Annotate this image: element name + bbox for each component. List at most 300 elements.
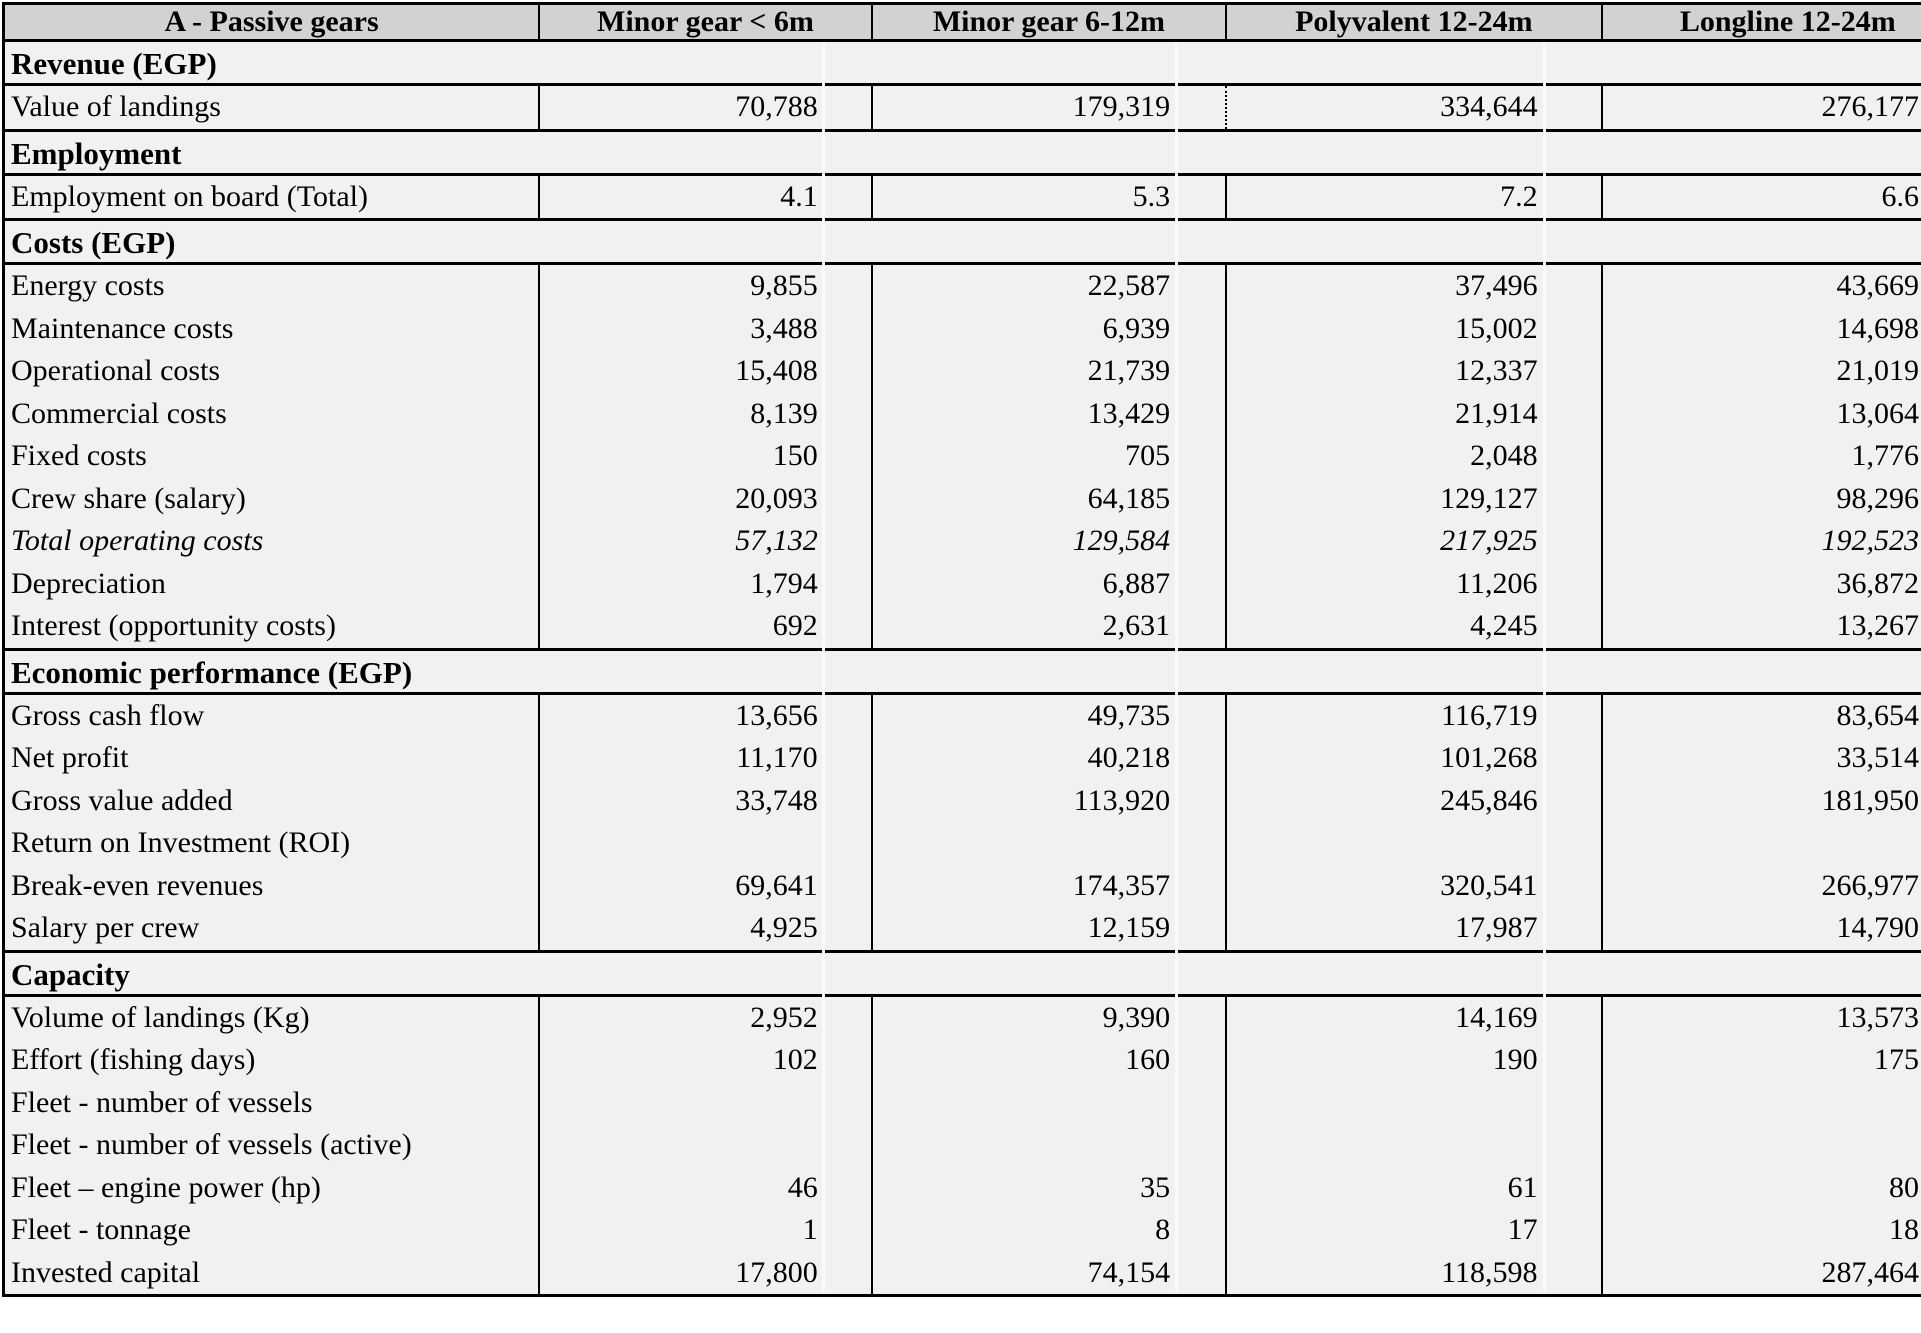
section-header: Revenue (EGP) xyxy=(5,42,1921,86)
cell-spacer xyxy=(1173,780,1225,823)
cell-spacer xyxy=(1541,605,1601,648)
cell-spacer xyxy=(1541,478,1601,521)
value-cell xyxy=(1227,997,1602,1040)
cell-value: 217,925 xyxy=(1440,524,1538,557)
row-label: Operational costs xyxy=(5,350,540,393)
cell-value: 15,408 xyxy=(735,354,818,387)
cell-spacer xyxy=(1173,308,1225,351)
cell-value: 14,169 xyxy=(1455,1000,1538,1034)
cell-spacer xyxy=(1173,350,1225,393)
cell-spacer xyxy=(1173,265,1225,308)
cell-value: 2,048 xyxy=(1470,439,1538,472)
table-row xyxy=(5,1167,1921,1210)
cell-spacer xyxy=(821,478,871,521)
row-label: Crew share (salary) xyxy=(5,478,540,521)
cell-spacer xyxy=(1173,1167,1225,1210)
row-label: Gross value added xyxy=(5,780,540,823)
cell-value: 13,573 xyxy=(1836,1000,1919,1034)
column-header-segment: A - Passive gears xyxy=(5,5,540,39)
cell-value: 705 xyxy=(1125,439,1171,472)
value-cell xyxy=(1227,1082,1602,1125)
cell-value: 129,584 xyxy=(1072,524,1171,557)
cell-spacer xyxy=(1541,86,1601,129)
value-cell xyxy=(1603,1167,1921,1210)
value-cell xyxy=(873,1252,1227,1295)
row-label: Salary per crew xyxy=(5,907,540,950)
cell-spacer xyxy=(1173,176,1225,219)
cell-spacer xyxy=(821,695,871,738)
row-label: Energy costs xyxy=(5,265,540,308)
row-label: Fleet - number of vessels (active) xyxy=(5,1124,540,1167)
cell-value: 37,496 xyxy=(1455,269,1538,302)
value-cell xyxy=(1603,605,1921,648)
cell-value: 1,794 xyxy=(750,566,818,600)
cell-value: 98,296 xyxy=(1836,481,1919,515)
cell-value xyxy=(540,1082,821,1125)
cell-spacer xyxy=(1541,350,1601,393)
column-header-gear: Minor gear 6-12m xyxy=(873,5,1227,39)
cell-value: 49,735 xyxy=(1087,698,1171,732)
table-row xyxy=(5,176,1921,219)
value-cell xyxy=(1227,1039,1602,1082)
cell-value: 13,267 xyxy=(1836,609,1919,642)
table-row xyxy=(5,435,1921,478)
row-label: Fixed costs xyxy=(5,435,540,478)
cell-spacer xyxy=(1541,780,1601,823)
value-cell xyxy=(873,176,1227,219)
table-row xyxy=(5,737,1921,780)
cell-spacer xyxy=(1173,737,1225,780)
section-header: Employment xyxy=(5,132,1921,176)
cell-value: 17 xyxy=(1507,1213,1538,1246)
value-cell xyxy=(1227,605,1602,648)
cell-spacer xyxy=(1541,822,1601,865)
cell-spacer xyxy=(821,907,871,950)
value-cell xyxy=(873,435,1227,478)
table-body xyxy=(5,42,1921,1294)
cell-value: 14,698 xyxy=(1836,311,1919,345)
cell-value: 190 xyxy=(1492,1043,1538,1076)
cell-value: 22,587 xyxy=(1087,269,1171,302)
cell-value xyxy=(540,822,821,865)
cell-value: 13,064 xyxy=(1836,396,1919,430)
value-cell xyxy=(1603,1082,1921,1125)
cell-spacer xyxy=(1173,695,1225,738)
table-row xyxy=(5,478,1921,521)
cell-spacer xyxy=(821,265,871,308)
value-cell xyxy=(1603,737,1921,780)
cell-spacer xyxy=(1173,822,1225,865)
value-cell xyxy=(1227,737,1602,780)
cell-value: 43,669 xyxy=(1836,269,1919,302)
column-header-gear: Longline 12-24m xyxy=(1679,5,1896,38)
row-label: Fleet – engine power (hp) xyxy=(5,1167,540,1210)
value-cell xyxy=(1227,393,1602,436)
cell-value: 9,390 xyxy=(1102,1000,1171,1034)
cell-value: 21,914 xyxy=(1455,396,1538,430)
value-cell xyxy=(1603,350,1921,393)
cell-value: 35 xyxy=(1140,1170,1171,1204)
value-cell xyxy=(1603,780,1921,823)
cell-value: 11,206 xyxy=(1456,566,1538,600)
value-cell xyxy=(1603,1039,1921,1082)
cell-spacer xyxy=(821,563,871,606)
table-row xyxy=(5,86,1921,129)
cell-spacer xyxy=(1173,563,1225,606)
cell-spacer xyxy=(821,308,871,351)
value-cell xyxy=(1227,176,1602,219)
value-cell xyxy=(1227,780,1602,823)
table-row xyxy=(5,350,1921,393)
table-row xyxy=(5,1124,1921,1167)
cell-spacer xyxy=(821,1167,871,1210)
cell-value xyxy=(1603,1124,1921,1167)
cell-value: 129,127 xyxy=(1440,481,1538,515)
table-row xyxy=(5,520,1921,563)
cell-spacer xyxy=(821,865,871,908)
cell-value xyxy=(1603,1082,1921,1125)
cell-spacer xyxy=(821,520,871,563)
row-label: Net profit xyxy=(5,737,540,780)
row-label: Volume of landings (Kg) xyxy=(5,997,540,1040)
cell-value: 46 xyxy=(787,1170,818,1204)
value-cell xyxy=(873,308,1227,351)
cell-spacer xyxy=(1173,865,1225,908)
value-cell xyxy=(1603,563,1921,606)
cell-value xyxy=(873,1124,1173,1167)
value-cell xyxy=(1603,1252,1921,1295)
cell-spacer xyxy=(821,1124,871,1167)
row-label: Depreciation xyxy=(5,563,540,606)
cell-value: 101,268 xyxy=(1440,741,1538,774)
value-cell xyxy=(1603,865,1921,908)
cell-spacer xyxy=(821,1252,871,1295)
row-label: Gross cash flow xyxy=(5,695,540,738)
cell-spacer xyxy=(1541,393,1601,436)
row-label: Fleet - tonnage xyxy=(5,1209,540,1252)
cell-value: 4.1 xyxy=(780,179,818,213)
value-cell xyxy=(873,86,1227,129)
table-row xyxy=(5,695,1921,738)
value-cell xyxy=(1603,86,1921,129)
cell-value: 64,185 xyxy=(1087,481,1171,515)
cell-value: 17,800 xyxy=(735,1255,818,1289)
cell-value: 70,788 xyxy=(735,90,818,123)
cell-value: 181,950 xyxy=(1821,783,1919,817)
table-row xyxy=(5,265,1921,308)
cell-spacer xyxy=(821,435,871,478)
cell-spacer xyxy=(1173,1124,1225,1167)
cell-value: 6,887 xyxy=(1102,566,1171,600)
value-cell xyxy=(873,605,1227,648)
table-row xyxy=(5,393,1921,436)
cell-spacer xyxy=(821,780,871,823)
cell-value: 113,920 xyxy=(1073,783,1171,817)
cell-spacer xyxy=(1541,308,1601,351)
value-cell xyxy=(1603,265,1921,308)
value-cell xyxy=(1603,308,1921,351)
cell-value: 21,739 xyxy=(1087,354,1171,387)
cell-value: 8 xyxy=(1155,1213,1171,1246)
value-cell xyxy=(1227,822,1602,865)
cell-value: 102 xyxy=(772,1043,818,1076)
cell-spacer xyxy=(821,350,871,393)
cell-value: 33,748 xyxy=(735,783,818,817)
cell-value: 69,641 xyxy=(735,868,818,902)
cell-value: 192,523 xyxy=(1821,524,1919,557)
cell-spacer xyxy=(821,1039,871,1082)
value-cell xyxy=(1603,1209,1921,1252)
cell-spacer xyxy=(1541,563,1601,606)
cell-value: 12,159 xyxy=(1087,911,1171,944)
value-cell xyxy=(873,1167,1227,1210)
cell-value: 18 xyxy=(1889,1213,1919,1246)
value-cell xyxy=(1603,176,1921,219)
cell-value: 57,132 xyxy=(735,524,818,557)
cell-value: 74,154 xyxy=(1087,1255,1171,1289)
value-cell xyxy=(1603,822,1921,865)
section-block xyxy=(5,997,1921,1295)
gridline-artifact xyxy=(1543,42,1546,1291)
cell-value: 11,170 xyxy=(736,741,818,774)
cell-value: 175 xyxy=(1874,1043,1919,1076)
row-label: Invested capital xyxy=(5,1252,540,1295)
value-cell xyxy=(1227,1124,1602,1167)
cell-value: 6,939 xyxy=(1102,311,1171,345)
value-cell xyxy=(1227,478,1602,521)
section-header: Capacity xyxy=(5,953,1921,997)
cell-value: 692 xyxy=(772,609,818,642)
value-cell xyxy=(873,907,1227,950)
cell-value: 174,357 xyxy=(1072,868,1171,902)
table-row xyxy=(5,1039,1921,1082)
cell-value: 6.6 xyxy=(1881,179,1919,213)
value-cell xyxy=(1603,1124,1921,1167)
cell-value: 160 xyxy=(1125,1043,1171,1076)
cell-spacer xyxy=(1173,1252,1225,1295)
cell-value: 320,541 xyxy=(1440,868,1538,902)
economic-performance-table xyxy=(2,2,1921,1297)
cell-spacer xyxy=(821,393,871,436)
cell-spacer xyxy=(1173,907,1225,950)
value-cell xyxy=(1227,907,1602,950)
section-block xyxy=(5,176,1921,222)
cell-value: 13,429 xyxy=(1087,396,1171,430)
cell-value xyxy=(1227,822,1540,865)
cell-value: 116,719 xyxy=(1441,698,1538,732)
table-row xyxy=(5,308,1921,351)
cell-spacer xyxy=(1541,737,1601,780)
table-row xyxy=(5,822,1921,865)
table-row xyxy=(5,997,1921,1040)
cell-value: 118,598 xyxy=(1441,1255,1538,1289)
cell-value: 1 xyxy=(802,1213,818,1246)
value-cell xyxy=(873,1209,1227,1252)
table-row xyxy=(5,1082,1921,1125)
cell-spacer xyxy=(821,737,871,780)
value-cell xyxy=(873,865,1227,908)
table-row xyxy=(5,1209,1921,1252)
value-cell xyxy=(873,520,1227,563)
value-cell xyxy=(873,695,1227,738)
cell-value: 61 xyxy=(1507,1170,1538,1204)
value-cell xyxy=(1227,86,1602,129)
cell-spacer xyxy=(821,822,871,865)
cell-spacer xyxy=(1541,1252,1601,1295)
value-cell xyxy=(873,1082,1227,1125)
value-cell xyxy=(873,350,1227,393)
row-label: Commercial costs xyxy=(5,393,540,436)
cell-spacer xyxy=(1541,176,1601,219)
value-cell xyxy=(1227,1209,1602,1252)
row-label: Maintenance costs xyxy=(5,308,540,351)
value-cell xyxy=(1603,997,1921,1040)
value-cell xyxy=(873,997,1227,1040)
cell-spacer xyxy=(1541,520,1601,563)
value-cell xyxy=(1227,350,1602,393)
column-header-gear: Minor gear < 6m xyxy=(540,5,873,39)
cell-value: 150 xyxy=(772,439,818,472)
cell-value: 14,790 xyxy=(1836,911,1919,944)
cell-value: 7.2 xyxy=(1500,179,1538,213)
cell-spacer xyxy=(1173,1082,1225,1125)
cell-value xyxy=(873,1082,1173,1125)
cell-spacer xyxy=(821,1209,871,1252)
value-cell xyxy=(873,393,1227,436)
cell-value: 5.3 xyxy=(1132,179,1171,213)
value-cell xyxy=(873,1039,1227,1082)
cell-spacer xyxy=(1173,435,1225,478)
cell-value: 13,656 xyxy=(735,698,818,732)
value-cell xyxy=(1227,1167,1602,1210)
cell-value: 245,846 xyxy=(1440,783,1538,817)
value-cell xyxy=(1227,265,1602,308)
value-cell xyxy=(1227,520,1602,563)
value-cell xyxy=(1603,478,1921,521)
cell-value xyxy=(1227,1082,1540,1125)
row-label: Total operating costs xyxy=(5,520,540,563)
section-block xyxy=(5,86,1921,132)
value-cell xyxy=(1603,907,1921,950)
table-row xyxy=(5,1252,1921,1295)
value-cell xyxy=(1227,865,1602,908)
cell-spacer xyxy=(1173,86,1225,129)
cell-value: 266,977 xyxy=(1821,868,1919,902)
value-cell xyxy=(1227,695,1602,738)
cell-value: 2,631 xyxy=(1102,609,1171,642)
cell-value: 17,987 xyxy=(1455,911,1538,944)
cell-value: 15,002 xyxy=(1455,311,1538,345)
value-cell xyxy=(873,478,1227,521)
cell-spacer xyxy=(1541,907,1601,950)
cell-spacer xyxy=(1173,1209,1225,1252)
cell-value: 9,855 xyxy=(750,269,818,302)
cell-spacer xyxy=(1173,478,1225,521)
cell-value: 12,337 xyxy=(1455,354,1538,387)
cell-spacer xyxy=(1541,1124,1601,1167)
value-cell xyxy=(1603,435,1921,478)
cell-value: 1,776 xyxy=(1851,439,1919,472)
value-cell xyxy=(873,822,1227,865)
cell-spacer xyxy=(1541,1039,1601,1082)
cell-spacer xyxy=(1541,695,1601,738)
value-cell xyxy=(1603,520,1921,563)
cell-value: 4,925 xyxy=(750,911,818,944)
cell-value: 2,952 xyxy=(750,1000,818,1034)
cell-spacer xyxy=(1173,605,1225,648)
value-cell xyxy=(1227,435,1602,478)
cell-spacer xyxy=(1173,520,1225,563)
table-row xyxy=(5,780,1921,823)
cell-value xyxy=(540,1124,821,1167)
cell-spacer xyxy=(1541,997,1601,1040)
cell-value xyxy=(1227,1124,1540,1167)
cell-value: 3,488 xyxy=(750,311,818,345)
section-header: Economic performance (EGP) xyxy=(5,651,1921,695)
value-cell xyxy=(873,563,1227,606)
cell-spacer xyxy=(1541,435,1601,478)
value-cell xyxy=(1227,308,1602,351)
value-cell xyxy=(873,737,1227,780)
column-header-gear: Polyvalent 12-24m xyxy=(1227,5,1602,39)
cell-value xyxy=(1603,822,1921,865)
gridline-artifact xyxy=(1175,42,1178,1291)
cell-value: 8,139 xyxy=(750,396,818,430)
section-block xyxy=(5,695,1921,953)
value-cell xyxy=(873,780,1227,823)
cell-value: 179,319 xyxy=(1072,90,1171,123)
cell-value: 4,245 xyxy=(1470,609,1538,642)
cell-value: 83,654 xyxy=(1836,698,1919,732)
cell-value: 33,514 xyxy=(1836,741,1919,774)
table-row xyxy=(5,865,1921,908)
table-header-row xyxy=(5,5,1921,42)
row-label: Effort (fishing days) xyxy=(5,1039,540,1082)
row-label: Return on Investment (ROI) xyxy=(5,822,540,865)
cell-spacer xyxy=(1541,865,1601,908)
cell-value: 80 xyxy=(1889,1170,1919,1204)
cell-spacer xyxy=(821,86,871,129)
cell-value xyxy=(873,822,1173,865)
cell-spacer xyxy=(821,997,871,1040)
table-row xyxy=(5,605,1921,648)
gridline-artifact xyxy=(822,42,825,1291)
cell-spacer xyxy=(821,605,871,648)
row-label: Employment on board (Total) xyxy=(5,176,540,219)
cell-spacer xyxy=(1173,393,1225,436)
value-cell xyxy=(1227,563,1602,606)
cell-value: 334,644 xyxy=(1440,90,1538,123)
cell-value: 21,019 xyxy=(1836,354,1919,387)
cell-spacer xyxy=(1173,1039,1225,1082)
row-label: Fleet - number of vessels xyxy=(5,1082,540,1125)
value-cell xyxy=(873,1124,1227,1167)
value-cell xyxy=(1227,1252,1602,1295)
cell-spacer xyxy=(1541,1082,1601,1125)
row-label: Interest (opportunity costs) xyxy=(5,605,540,648)
cell-spacer xyxy=(821,1082,871,1125)
cell-value: 36,872 xyxy=(1836,566,1919,600)
cell-spacer xyxy=(1173,997,1225,1040)
cell-value: 20,093 xyxy=(735,481,818,515)
cell-spacer xyxy=(1541,1209,1601,1252)
value-cell xyxy=(1603,393,1921,436)
cell-spacer xyxy=(1541,265,1601,308)
table-row xyxy=(5,563,1921,606)
row-label: Break-even revenues xyxy=(5,865,540,908)
cell-spacer xyxy=(821,176,871,219)
cell-value: 276,177 xyxy=(1821,90,1919,123)
